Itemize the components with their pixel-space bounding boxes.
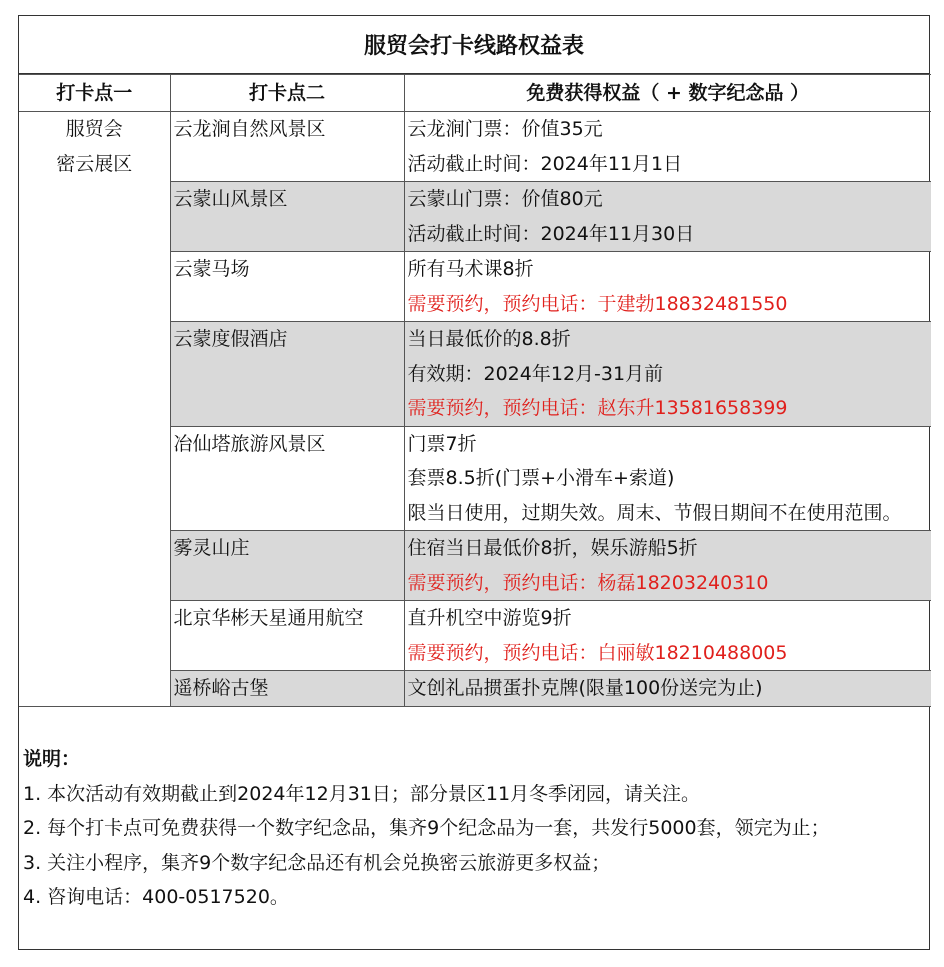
booking-phone-line: 需要预约，预约电话：白丽敏18210488005 — [407, 641, 788, 664]
benefit-line: 套票8.5折(门票+小滑车+索道) — [407, 467, 675, 489]
place-cell: 遥桥峪古堡 — [170, 671, 404, 707]
benefit-line: 限当日使用，过期失效。周末、节假日期间不在使用范围。 — [407, 501, 902, 524]
benefit-cell — [404, 322, 931, 427]
place-cell: 北京华彬天星通用航空 — [170, 601, 404, 671]
benefits-table — [19, 74, 931, 707]
place-cell: 云蒙度假酒店 — [170, 322, 404, 427]
benefits-sheet — [18, 15, 930, 950]
region-cell — [19, 112, 170, 707]
note-item: 1. 本次活动有效期截止到2024年12月31日；部分景区11月冬季闭园，请关注。 — [23, 782, 701, 805]
place-cell: 雾灵山庄 — [170, 531, 404, 601]
benefit-line: 住宿当日最低价8折，娱乐游船5折 — [407, 537, 698, 559]
booking-phone-line: 需要预约，预约电话：杨磊18203240310 — [407, 571, 769, 594]
benefit-line: 云龙涧门票：价值35元 — [407, 118, 603, 140]
benefit-line: 直升机空中游览9折 — [407, 607, 572, 629]
benefit-line: 文创礼品掼蛋扑克牌(限量100份送完为止) — [407, 677, 763, 699]
sheet-title: 服贸会打卡线路权益表 — [19, 16, 929, 74]
place-cell: 云龙涧自然风景区 — [170, 112, 404, 182]
header-checkpoint-1: 打卡点一 — [19, 75, 170, 112]
header-checkpoint-2: 打卡点二 — [170, 75, 404, 112]
region-line: 服贸会 — [65, 118, 123, 140]
header-benefits: 免费获得权益（ + 数字纪念品 ） — [404, 75, 931, 112]
benefit-line: 门票7折 — [407, 432, 477, 455]
benefit-line: 当日最低价的8.8折 — [407, 328, 571, 350]
region-line: 密云展区 — [56, 152, 133, 175]
benefit-cell — [404, 601, 931, 671]
notes-heading: 说明： — [23, 748, 81, 770]
header-row — [19, 75, 931, 112]
benefit-cell — [404, 531, 931, 601]
benefit-cell — [404, 252, 931, 322]
place-cell: 云蒙山风景区 — [170, 182, 404, 252]
note-item: 4. 咨询电话：400-0517520。 — [23, 886, 289, 908]
notes-section — [19, 742, 929, 915]
note-item: 2. 每个打卡点可免费获得一个数字纪念品，集齐9个纪念品为一套，共发行5000套，领完为止； — [23, 817, 830, 839]
note-item: 3. 关注小程序，集齐9个数字纪念品还有机会兑换密云旅游更多权益； — [23, 851, 611, 874]
benefit-line: 活动截止时间：2024年11月1日 — [407, 152, 683, 175]
booking-phone-line: 需要预约，预约电话：于建勃18832481550 — [407, 292, 788, 315]
benefit-cell — [404, 671, 931, 707]
benefit-line: 有效期：2024年12月-31月前 — [407, 362, 664, 385]
place-cell: 云蒙马场 — [170, 252, 404, 322]
benefit-line: 所有马术课8折 — [407, 258, 534, 280]
benefit-cell — [404, 182, 931, 252]
benefit-cell — [404, 426, 931, 531]
table-row — [19, 112, 931, 182]
benefit-line: 云蒙山门票：价值80元 — [407, 188, 603, 210]
benefit-cell — [404, 112, 931, 182]
place-cell: 冶仙塔旅游风景区 — [170, 426, 404, 531]
booking-phone-line: 需要预约，预约电话：赵东升13581658399 — [407, 397, 788, 419]
benefit-line: 活动截止时间：2024年11月30日 — [407, 222, 695, 245]
